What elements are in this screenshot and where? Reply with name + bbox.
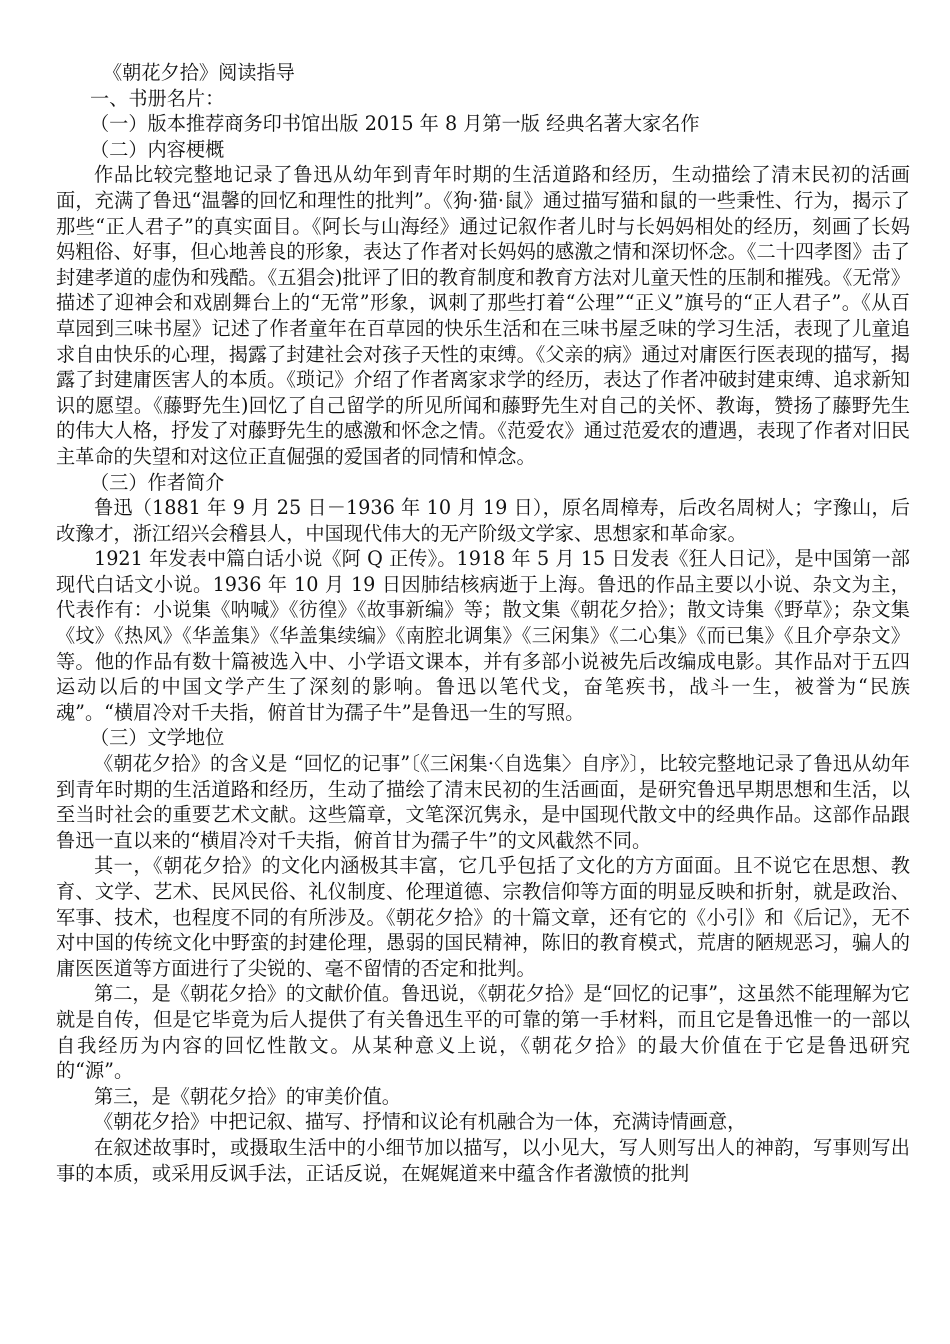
status-paragraph-4: 第三，是《朝花夕拾》的审美价值。 (94, 1084, 401, 1108)
status-paragraph-5: 《朝花夕拾》中把记叙、描写、抒情和议论有机融合为一体，充满诗情画意， (94, 1110, 747, 1134)
subheading-summary: （二）内容梗概 (90, 137, 225, 161)
status-paragraph-1: 《朝花夕拾》的含义是 “回忆的记事”〔《三闲集·〈自选集〉自序》〕，比较完整地记录了鲁迅从幼年到青年时期的生活道路和经历，生动了描绘了清末民初的生活画面，是研究鲁迅早期思想和生活，以至当时社会的重要艺术文献。这些篇章，文笔深沉隽永，是中国现代散文中的经典作品。这部作品跟鲁迅一直以来的“横眉冷对千夫指，俯首甘为孺子牛”的文风截然不同。 (56, 752, 910, 852)
document-body (56, 60, 910, 1186)
subheading-edition: （一）版本推荐商务印书馆出版 2015 年 8 月第一版 经典名著大家名作 (90, 112, 700, 136)
subheading-author: （三）作者简介 (90, 470, 225, 494)
status-paragraph-6: 在叙述故事时，或摄取生活中的小细节加以描写，以小见大，写人则写出人的神韵，写事则写出事的本质，或采用反讽手法，正话反说，在娓娓道来中蕴含作者激愤的批判 (56, 1135, 910, 1185)
status-paragraph-3: 第二，是《朝花夕拾》的文献价值。鲁迅说，《朝花夕拾》是“回忆的记事”，这虽然不能理解为它就是自传，但是它毕竟为后人提供了有关鲁迅生平的可靠的第一手材料，而且它是鲁迅惟一的一部以自我经历为内容的回忆性散文。从某种意义上说，《朝花夕拾》的最大价值在于它是鲁迅研究的“源”。 (56, 982, 910, 1083)
status-paragraph-2: 其一，《朝花夕拾》的文化内涵极其丰富，它几乎包括了文化的方方面面。且不说它在思想、教育、文学、艺术、民风民俗、礼仪制度、伦理道德、宗教信仰等方面的明显反映和折射，就是政治、军事、技术，也程度不同的有所涉及。《朝花夕拾》的十篇文章，还有它的《小引》和《后记》，无不对中国的传统文化中野蛮的封建伦理，愚弱的国民精神，陈旧的教育模式，荒唐的陋规恶习，骗人的庸医医道等方面进行了尖锐的、毫不留情的否定和批判。 (56, 854, 910, 980)
summary-paragraph: 作品比较完整地记录了鲁迅从幼年到青年时期的生活道路和经历，生动描绘了清末民初的活画面，充满了鲁迅“温馨的回忆和理性的批判”。《狗·猫·鼠》通过描写猫和鼠的一些秉性、行为，揭示了那些“正人君子”的真实面目。《阿长与山海经》通过记叙作者儿时与长妈妈相处的经历，刻画了长妈妈粗俗、好事，但心地善良的形象，表达了作者对长妈妈的感激之情和深切怀念。《二十四孝图》击了封建孝道的虚伪和残酷。《五猖会)批评了旧的教育制度和教育方法对儿童天性的压制和摧残。《无常》描述了迎神会和戏剧舞台上的“无常”形象，讽刺了那些打着“公理”“正义”旗号的“正人君子”。《从百草园到三味书屋》记述了作者童年在百草园的快乐生活和在三味书屋乏味的学习生活，表现了儿童追求自由快乐的心理，揭露了封建社会对孩子天性的束缚。《父亲的病》通过对庸医行医表现的描写，揭露了封建庸医害人的本质。《琐记》介绍了作者离家求学的经历，表达了作者冲破封建束缚、追求新知识的愿望。《藤野先生)回忆了自己留学的所见所闻和藤野先生对自己的关怀、教诲，赞扬了藤野先生的伟大人格，抒发了对藤野先生的感激和怀念之情。《范爱农》通过范爱农的遭遇，表现了作者对旧民主革命的失望和对这位正直倔强的爱国者的同情和悼念。 (56, 163, 910, 468)
subheading-literary-status: （三）文学地位 (90, 726, 225, 750)
author-paragraph-1: 鲁迅（1881 年 9 月 25 日－1936 年 10 月 19 日），原名周樟寿，后改名周树人；字豫山，后改豫才，浙江绍兴会稽县人，中国现代伟大的无产阶级文学家、思想家和革命家。 (56, 496, 910, 545)
document-title: 《朝花夕拾》阅读指导 (103, 61, 295, 84)
section-heading-book-card: 一、书册名片： (90, 86, 225, 110)
author-paragraph-2: 1921 年发表中篇白话小说《阿 Q 正传》。1918 年 5 月 15 日发表《狂人日记》，是中国第一部现代白话文小说。1936 年 10 月 19 日因肺结核病逝于上海。鲁迅的作品主要以小说、杂文为主，代表作有：小说集《呐喊》《彷徨》《故事新编》等；散文集《朝花夕拾》；散文诗集《野草》；杂文集《坟》《热风》《华盖集》《华盖集续编》《南腔北调集》《三闲集》《二心集》《而已集》《且介亭杂文》等。他的作品有数十篇被选入中、小学语文课本，并有多部小说被先后改编成电影。其作品对于五四运动以后的中国文学产生了深刻的影响。鲁迅以笔代戈，奋笔疾书，战斗一生，被誉为“民族魂”。“横眉冷对千夫指，俯首甘为孺子牛”是鲁迅一生的写照。 (56, 547, 910, 724)
